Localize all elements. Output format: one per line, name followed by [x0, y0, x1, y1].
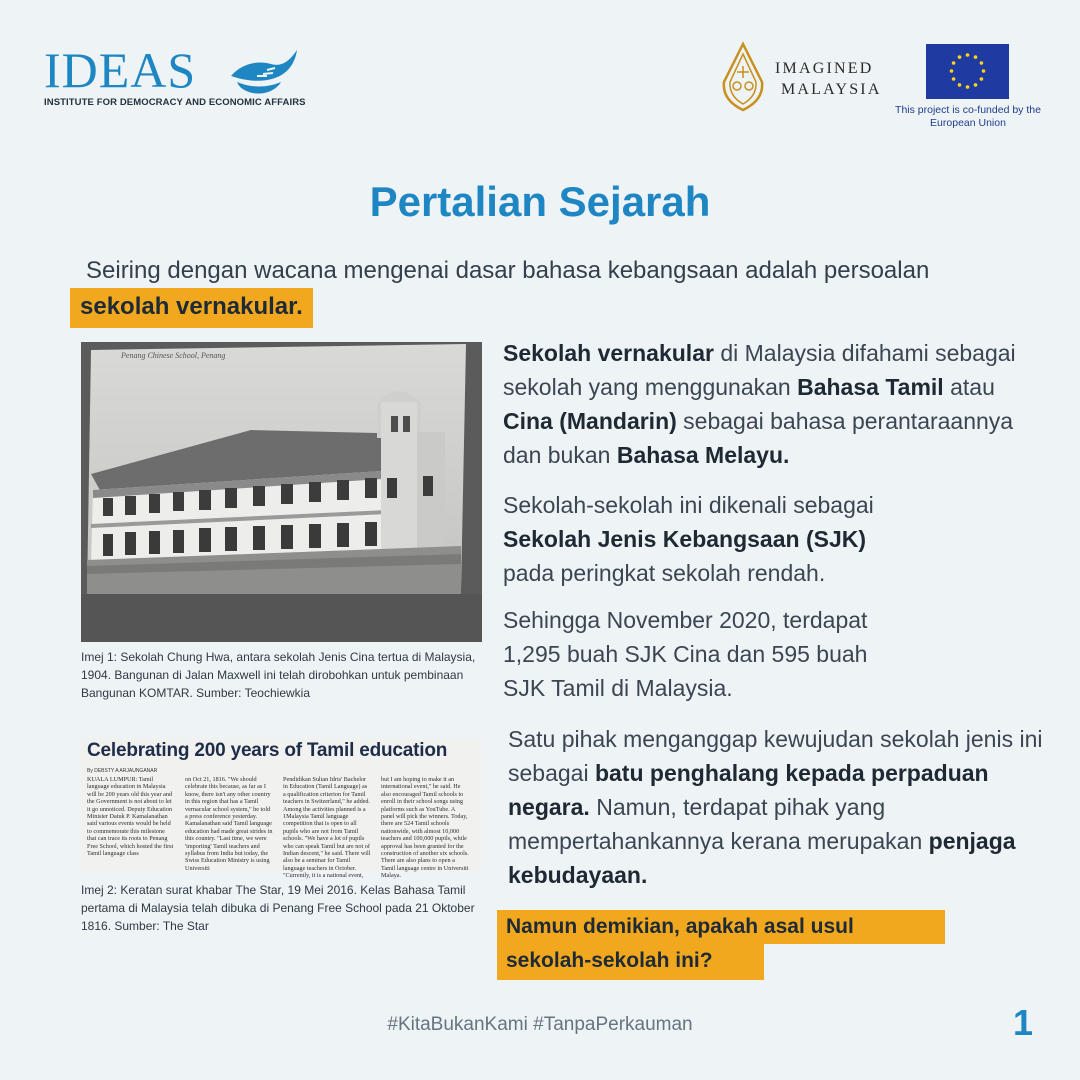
- imagined-malaysia-wordmark: [775, 58, 882, 100]
- bold-term: batu penghalang kepada perpaduan negara.: [508, 760, 989, 820]
- paragraph-sjk: [503, 488, 963, 590]
- paragraph-debate: [508, 722, 1048, 892]
- newspaper-column: KUALA LUMPUR: Tamil language education in Malaysia will be 200 years old this year and the Government is not about to let it go unnoticed. Deputy Education Minister Datuk P. Kamalanathan said various events would be held to commemorate this milestone that can trace its roots to Penang Free School, which hosted the first Tamil language class: [87, 776, 174, 858]
- page-title: Pertalian Sejarah: [369, 178, 711, 225]
- question-highlight-line1: Namun demikian, apakah asal usul: [497, 910, 945, 944]
- intro-text: Seiring dengan wacana mengenai dasar bahasa kebangsaan adalah persoalan: [86, 257, 930, 284]
- school-building-image: [81, 342, 482, 642]
- ideas-logo: [44, 40, 306, 110]
- text-run: sebagai bahasa perantaraannya dan bukan: [503, 408, 1014, 468]
- ideas-bird-icon: [227, 42, 302, 98]
- newspaper-column: on Oct 21, 1816. "We should celebrate this because, as far as I know, there isn't any other country in this region that has a Tamil vernacular school system," he told a press conference yesterday. Kamalanathan said Tamil language education had made great strides in this country. "Last time, we were 'importing' Tamil teachers and syllabus from India but today, the Swiss Education Ministry is using Universiti: [185, 776, 273, 872]
- text-line: SJK Tamil di Malaysia.: [503, 675, 733, 701]
- text-run: di Malaysia difahami sebagai sekolah yang menggunakan: [503, 340, 1016, 400]
- eu-flag-icon: [926, 44, 1009, 99]
- paragraph-statistics: [503, 603, 963, 705]
- imagined-malaysia-emblem-icon: [720, 42, 766, 112]
- intro-highlight: sekolah vernakular.: [70, 288, 313, 328]
- photo2-caption: Imej 2: Keratan surat khabar The Star, 19 Mei 2016. Kelas Bahasa Tamil pertama di Malaysia telah dibuka di Penang Free School pada 21 Oktober 1816. Sumber: The Star: [81, 883, 475, 933]
- bold-term: penjaga kebudayaan.: [508, 828, 1016, 888]
- text-line: 1,295 buah SJK Cina dan 595 buah: [503, 641, 868, 667]
- question-highlight-line2: sekolah-sekolah ini?: [497, 944, 764, 980]
- malaysia-line: MALAYSIA: [781, 81, 882, 98]
- photo-sign: Penang Chinese School, Penang: [121, 351, 226, 360]
- newspaper-byline: By DEBSTY A ARJAUNGANAR: [87, 768, 158, 774]
- ideas-subtitle: INSTITUTE FOR DEMOCRACY AND ECONOMIC AFFAIRS: [44, 97, 306, 108]
- newspaper-column: but I am hoping to make it an international event," he said. He also encouraged Tamil schools to enroll in their school songs using platforms such as YouTube. A panel will pick the winners. Today, there are 524 Tamil schools nationwide, with almost 10,000 teachers and 100,000 pupils, while approval has been granted for the construction of another six schools. There are also plans to open a Tamil language centre in Universiti Malaya.: [381, 776, 469, 880]
- text-run: Namun, terdapat pihak yang mempertahankannya kerana merupakan: [508, 794, 929, 854]
- text-line: Sehingga November 2020, terdapat: [503, 607, 868, 633]
- school-photo: [81, 342, 482, 642]
- bold-term: Sekolah vernakular: [503, 340, 714, 366]
- bold-term: Sekolah Jenis Kebangsaan (SJK): [503, 526, 867, 552]
- text-run: Satu pihak menganggap kewujudan sekolah jenis ini sebagai: [508, 726, 1043, 786]
- hashtags: #KitaBukanKami #TanpaPerkauman: [387, 1014, 693, 1035]
- text-line: pada peringkat sekolah rendah.: [503, 560, 826, 586]
- bold-term: Bahasa Melayu.: [616, 442, 790, 468]
- newspaper-column: Pendidikan Sultan Idris' Bachelor in Education (Tamil Language) as a qualification criterion for Tamil teachers in Switzerland," he added. Among the activities planned is a 1Malaysia Tamil language competition that is open to all pupils who are not from Tamil schools. "We have a lot of pupils who can speak Tamil but are not of Indian descent," he said. There will also be a seminar for Tamil language teachers in October. "Currently, it is a national event,: [283, 776, 371, 880]
- text-line: Sekolah-sekolah ini dikenali sebagai: [503, 492, 874, 518]
- bold-term: Cina (Mandarin): [503, 408, 677, 434]
- eu-funding-note: This project is co-funded by the European Union: [895, 104, 1041, 129]
- text-run: atau: [943, 374, 995, 400]
- bold-term: Bahasa Tamil: [797, 374, 944, 400]
- page-number: 1: [1013, 1002, 1034, 1043]
- ideas-wordmark: IDEAS: [44, 42, 197, 98]
- paragraph-definition: [503, 336, 1043, 472]
- imagined-line: IMAGINED: [775, 60, 874, 77]
- photo1-caption: Imej 1: Sekolah Chung Hwa, antara sekolah Jenis Cina tertua di Malaysia, 1904. Bangunan di Jalan Maxwell ini telah dirobohkan untuk pembinaan Bangunan KOMTAR. Sumber: Teochiewkia: [81, 650, 476, 700]
- newspaper-clipping: [81, 738, 481, 880]
- newspaper-columns: [87, 776, 469, 880]
- newspaper-headline: Celebrating 200 years of Tamil education: [87, 740, 448, 761]
